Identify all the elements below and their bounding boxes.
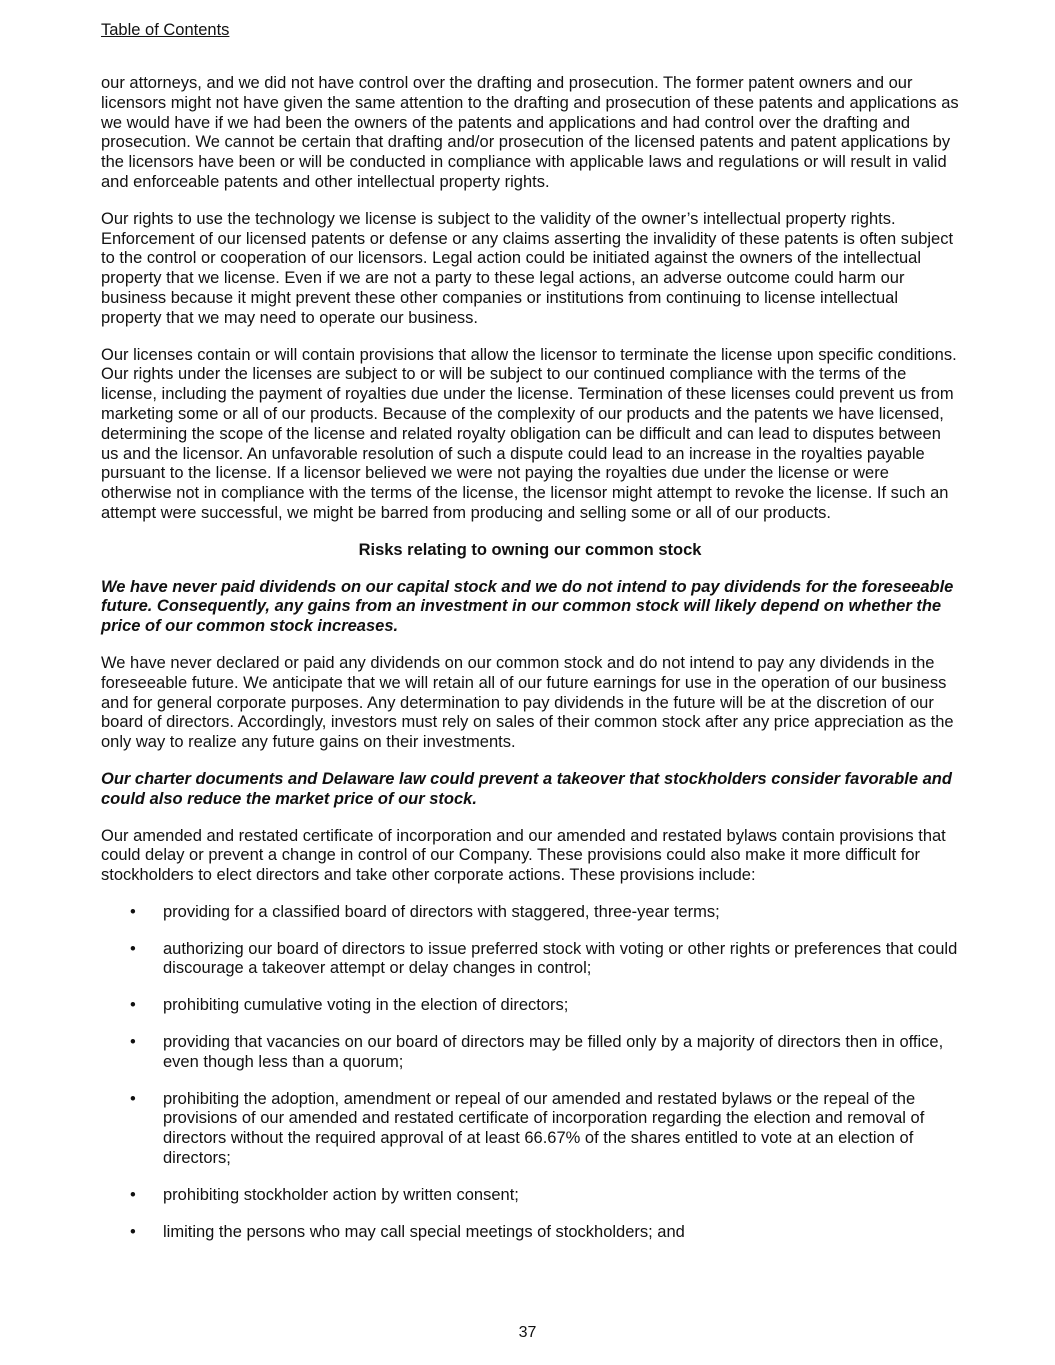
list-item-text: limiting the persons who may call special meetings of stockholders; and (163, 1222, 685, 1241)
list-item-text: providing that vacancies on our board of directors may be filled only by a majority of directors then in office, even though less than a quorum; (163, 1033, 944, 1071)
list-item (101, 996, 959, 1016)
bullet-icon: • (130, 1222, 136, 1241)
paragraph-dividends: We have never declared or paid any dividends on our common stock and do not intend to pay any dividends in the foreseeable future. We anticipate that we will retain all of our future earnings for use in the operation of our business and for general corporate purposes. Any determination to pay dividends in the future will be at the discretion of our board of directors. Accordingly, investors must rely on sales of their common stock after any price appreciation as the only way to realize any future gains on their investments. (101, 653, 954, 752)
risk-heading-takeover: Our charter documents and Delaware law could prevent a takeover that stockholders consider favorable and could also reduce the market price of our stock. (101, 769, 952, 808)
paragraph-licensed-rights-validity: Our rights to use the technology we license is subject to the validity of the owner’s intellectual property rights. Enforcement of our licensed patents or defense or any claims asserting the invalidity of these patents is often subject to the control or cooperation of our licensors. Legal action could be initiated against the owners of the intellectual property that we license. Even if we are not a party to these legal actions, an adverse outcome could harm our business because it might prevent these other companies or institutions from continuing to license intellectual property that we may need to operate our business. (101, 209, 954, 327)
list-item (101, 1090, 959, 1169)
table-of-contents-link[interactable]: Table of Contents (101, 21, 230, 39)
page-content (101, 74, 959, 1259)
paragraph-licensor-prosecution: our attorneys, and we did not have control over the drafting and prosecution. The former patent owners and our licensors might not have given the same attention to the drafting and prosecution of these patents and applications as we would have if we had been the owners of the patents and applications and had control over the drafting and prosecution. We cannot be certain that drafting and/or prosecution of the licensed patents and patent applications by the licensors have been or will be conducted in compliance with applicable laws and regulations or will result in valid and enforceable patents and other intellectual property rights. (101, 74, 959, 191)
list-item (101, 940, 959, 980)
list-item-text: prohibiting stockholder action by written consent; (163, 1185, 519, 1204)
bullet-icon: • (130, 939, 136, 958)
list-item-text: prohibiting the adoption, amendment or repeal of our amended and restated bylaws or the repeal of the provisions of our amended and restated certificate of incorporation regarding the election and removal of directors without the required approval of at least 66.67% of the shares entitled to vote at an election of directors; (163, 1089, 925, 1168)
list-item-text: authorizing our board of directors to issue preferred stock with voting or other rights or preferences that could discourage a takeover attempt or delay changes in control; (163, 939, 958, 978)
list-item-text: providing for a classified board of directors with staggered, three-year terms; (163, 902, 720, 921)
risk-heading-dividends: We have never paid dividends on our capital stock and we do not intend to pay dividends for the foreseeable future. Consequently, any gains from an investment in our common stock will likely depend on whether the price of our common stock increases. (101, 577, 954, 636)
bullet-icon: • (130, 902, 136, 921)
page-number: 37 (518, 1324, 537, 1341)
section-heading: Risks relating to owning our common stock (358, 540, 702, 559)
paragraph-license-termination: Our licenses contain or will contain provisions that allow the licensor to terminate the license upon specific conditions. Our rights under the licenses are subject to or will be subject to our continued compliance with the terms of the license, including the payment of royalties due under the license. Termination of these licenses could prevent us from marketing some or all of our products. Because of the complexity of our products and the patents we have licensed, determining the scope of the license and related royalty obligation can be difficult and can lead to disputes between us and the licensor. An unfavorable resolution of such a dispute could lead to an increase in the royalties payable pursuant to the license. If a licensor believed we were not paying the royalties due under the license or were otherwise not in compliance with the terms of the license, the licensor might attempt to revoke the license. If such an attempt were successful, we might be barred from producing and selling some or all of our products. (101, 345, 957, 522)
list-item (101, 903, 959, 923)
provisions-list (101, 903, 959, 1243)
list-item (101, 1033, 959, 1073)
bullet-icon: • (130, 1033, 136, 1052)
bullet-icon: • (130, 1185, 136, 1204)
list-item (101, 1186, 959, 1206)
bullet-icon: • (130, 1089, 136, 1108)
bullet-icon: • (130, 996, 136, 1015)
paragraph-charter-provisions: Our amended and restated certificate of incorporation and our amended and restated bylaws contain provisions that could delay or prevent a change in control of our Company. These provisions could also make it more difficult for stockholders to elect directors and take other corporate actions. These provisions include: (101, 826, 946, 885)
list-item (101, 1223, 959, 1243)
list-item-text: prohibiting cumulative voting in the election of directors; (163, 996, 569, 1015)
